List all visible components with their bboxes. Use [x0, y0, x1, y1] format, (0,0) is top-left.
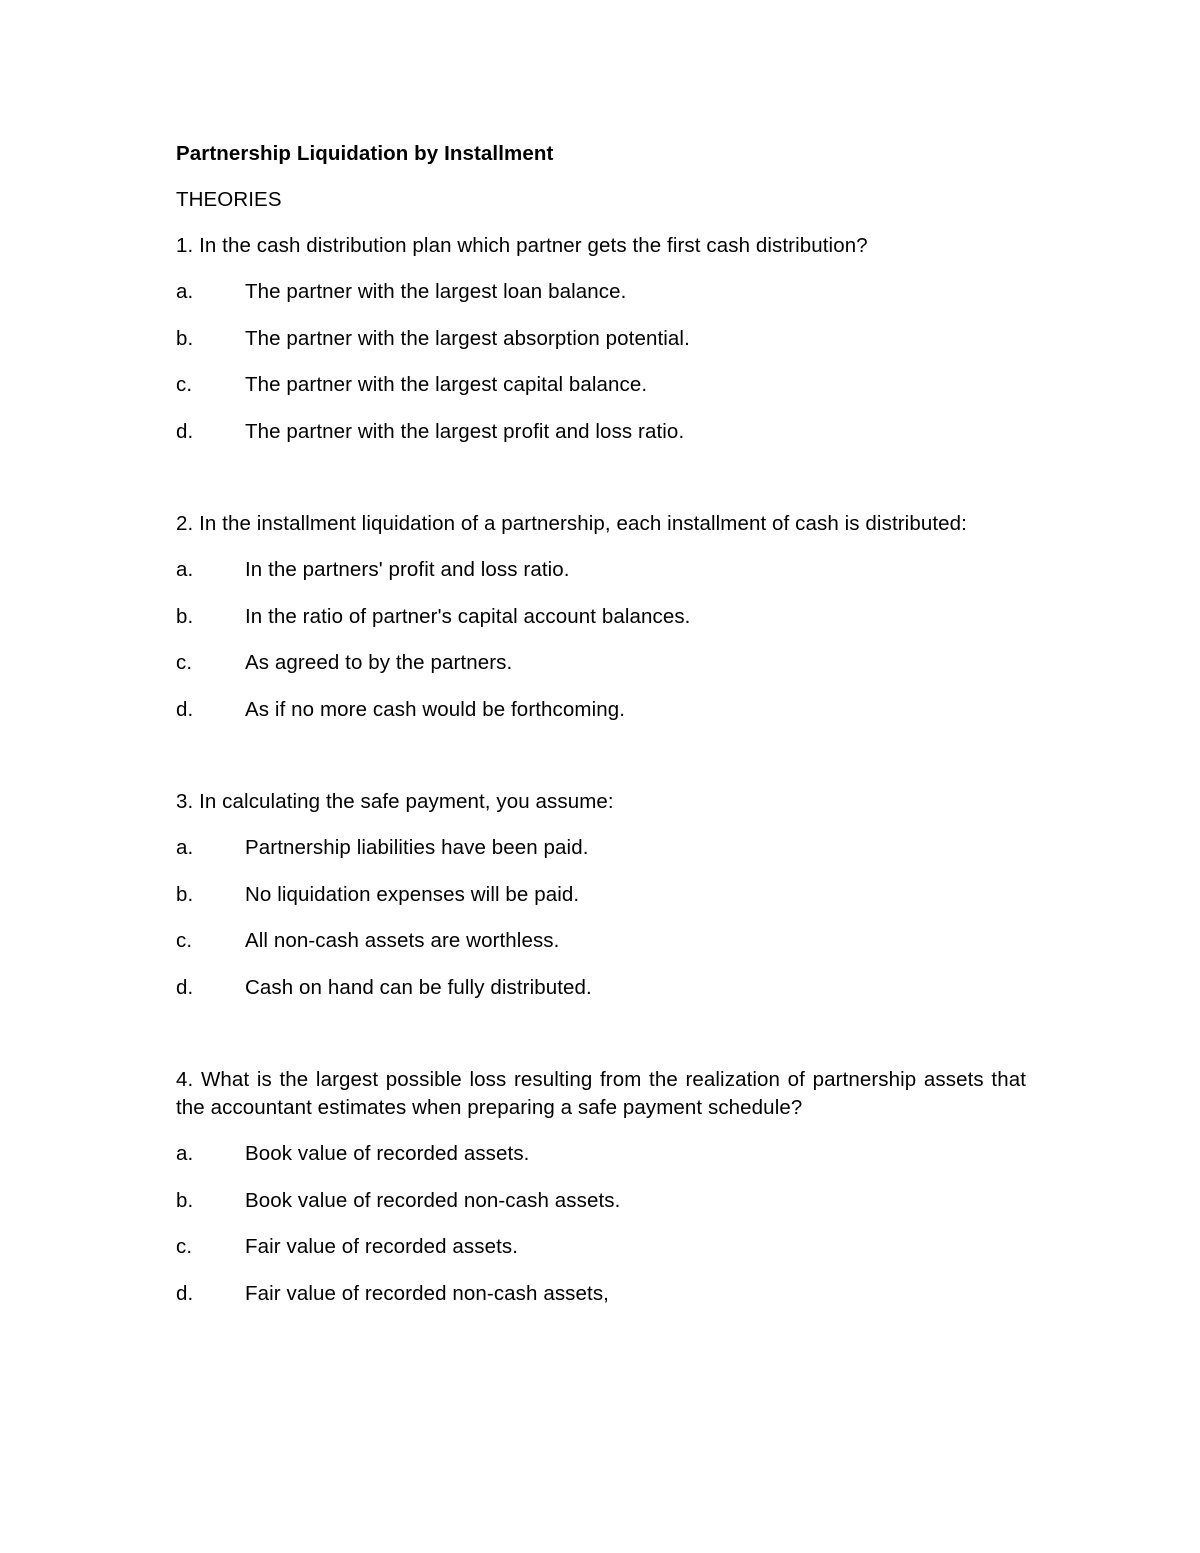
- choice-letter: d.: [176, 1281, 194, 1305]
- choice-a: [176, 834, 1026, 862]
- choice-c: [176, 371, 1026, 399]
- choice-b: [176, 1187, 1026, 1215]
- question-spacer: [176, 464, 1026, 510]
- choice-letter: b.: [176, 1188, 194, 1212]
- question-spacer: [176, 1020, 1026, 1066]
- choice-letter: d.: [176, 697, 194, 721]
- choice-text: As agreed to by the partners.: [245, 651, 513, 674]
- choice-text: All non-cash assets are worthless.: [245, 929, 560, 952]
- choice-b: [176, 881, 1026, 909]
- choice-text: Partnership liabilities have been paid.: [245, 836, 589, 859]
- question-stem: 4. What is the largest possible loss resulting from the realization of partnership assets that the accountant estimates when preparing a safe payment schedule?: [176, 1068, 1026, 1119]
- choice-text: Book value of recorded non-cash assets.: [245, 1188, 621, 1212]
- choice-d: [176, 418, 1026, 446]
- choice-text: No liquidation expenses will be paid.: [245, 882, 580, 906]
- choice-letter: d.: [176, 419, 194, 443]
- choice-d: [176, 696, 1026, 724]
- choice-letter: d.: [176, 975, 194, 999]
- choice-c: [176, 1233, 1026, 1261]
- choice-letter: a.: [176, 1142, 194, 1165]
- choice-text: Fair value of recorded non-cash assets,: [245, 1281, 609, 1305]
- question-2: [176, 510, 1026, 724]
- choice-d: [176, 974, 1026, 1002]
- choice-c: [176, 649, 1026, 677]
- choice-text: In the partners' profit and loss ratio.: [245, 558, 570, 581]
- choice-text: The partner with the largest loan balance.: [245, 280, 627, 303]
- choice-text: The partner with the largest capital balance.: [245, 373, 648, 396]
- section-label: THEORIES: [176, 188, 282, 211]
- document-title: Partnership Liquidation by Installment: [176, 142, 554, 165]
- choice-letter: c.: [176, 929, 193, 952]
- choice-text: Cash on hand can be fully distributed.: [245, 975, 592, 999]
- question-3: [176, 788, 1026, 1002]
- choice-letter: b.: [176, 882, 194, 906]
- choice-a: [176, 278, 1026, 306]
- choice-letter: a.: [176, 280, 194, 303]
- document-content: [176, 140, 1026, 1326]
- choice-letter: c.: [176, 373, 193, 396]
- question-spacer: [176, 742, 1026, 788]
- choice-a: [176, 556, 1026, 584]
- choice-letter: c.: [176, 1235, 193, 1258]
- question-1: [176, 232, 1026, 446]
- choice-text: The partner with the largest absorption potential.: [245, 326, 690, 350]
- choice-text: In the ratio of partner's capital account balances.: [245, 604, 691, 628]
- choice-text: As if no more cash would be forthcoming.: [245, 697, 626, 721]
- question-stem: 2. In the installment liquidation of a partnership, each installment of cash is distributed:: [176, 512, 967, 535]
- choice-text: The partner with the largest profit and loss ratio.: [245, 419, 685, 443]
- choice-letter: b.: [176, 604, 194, 628]
- choice-letter: a.: [176, 836, 194, 859]
- choice-d: [176, 1280, 1026, 1308]
- choice-b: [176, 603, 1026, 631]
- choice-c: [176, 927, 1026, 955]
- question-stem: 3. In calculating the safe payment, you assume:: [176, 790, 614, 813]
- choice-b: [176, 325, 1026, 353]
- choice-a: [176, 1140, 1026, 1168]
- question-4: [176, 1066, 1026, 1308]
- question-stem: 1. In the cash distribution plan which partner gets the first cash distribution?: [176, 234, 868, 257]
- choice-letter: b.: [176, 326, 194, 350]
- choice-text: Book value of recorded assets.: [245, 1142, 530, 1165]
- choice-text: Fair value of recorded assets.: [245, 1235, 519, 1258]
- choice-letter: c.: [176, 651, 193, 674]
- choice-letter: a.: [176, 558, 194, 581]
